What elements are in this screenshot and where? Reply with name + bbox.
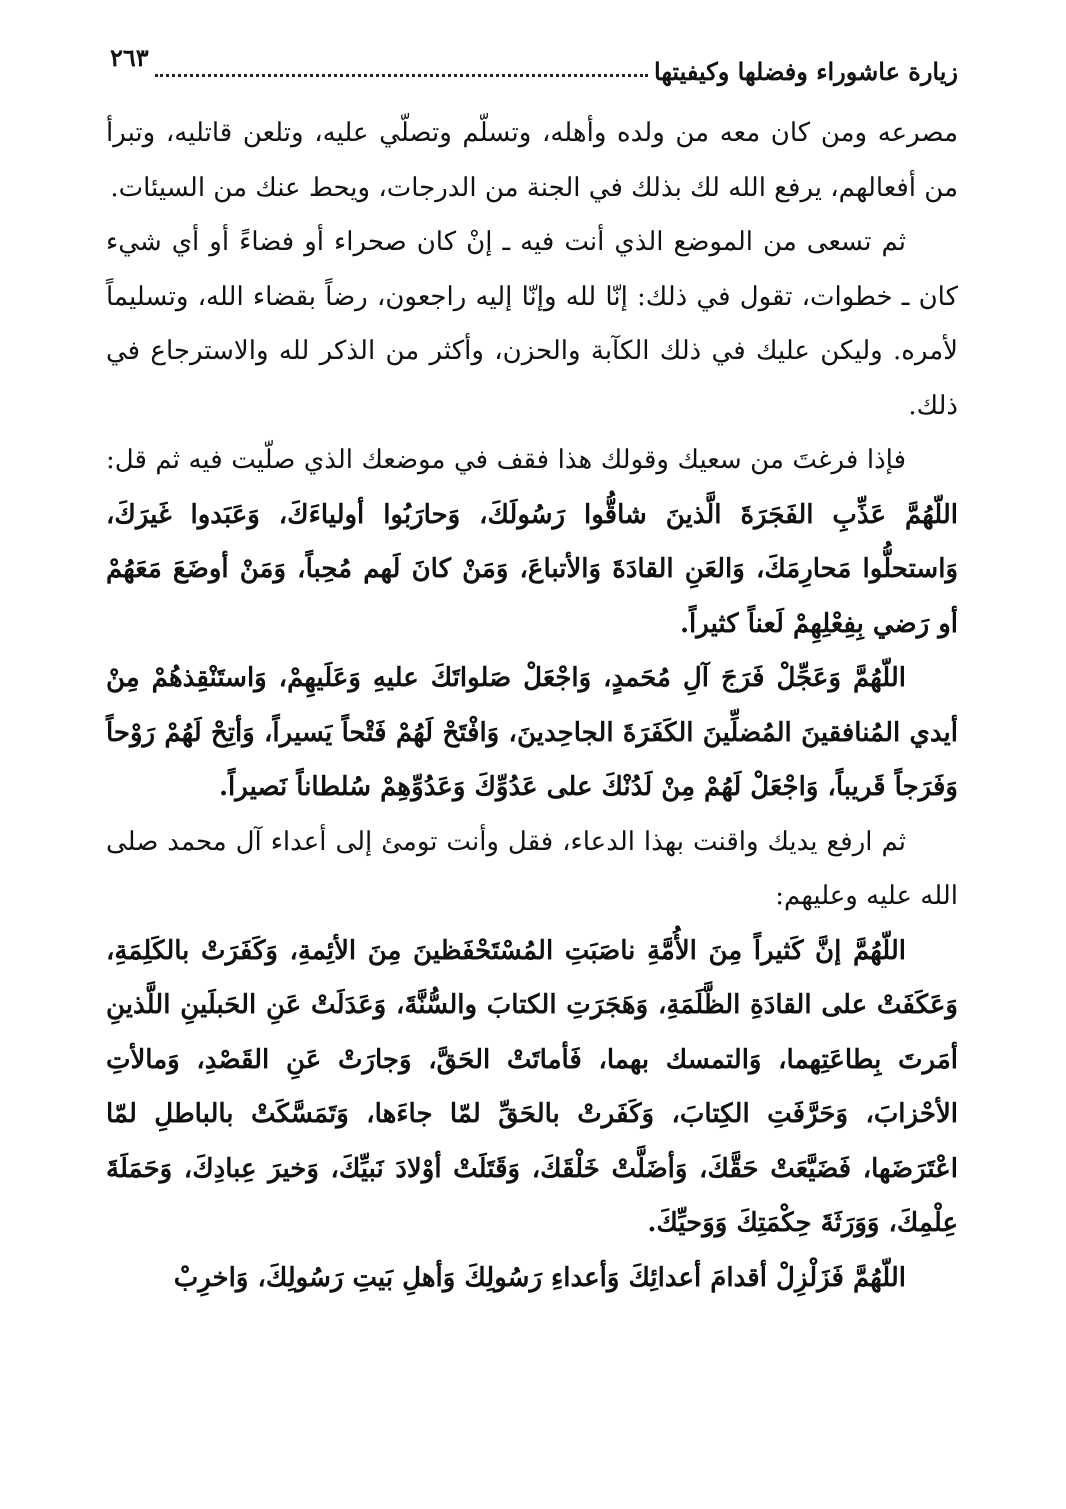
chapter-title: زيارة عاشوراء وفضلها وكيفيتها — [654, 57, 958, 86]
paragraph-with-supplication — [106, 433, 958, 651]
supplication-paragraph: اللّهُمَّ فَزَلْزِلْ أقدامَ أعدائِكَ وَأعداءِ رَسُولِكَ وَأهلِ بَيتِ رَسُولِكَ، وَاخرِبْ — [173, 1262, 906, 1293]
supplication-paragraph: اللّهُمَّ وَعَجِّلْ فَرَجَ آلِ مُحَمدٍ، وَاجْعَلْ صَلواتَكَ عليهِ وَعَلَيهِمْ، وَاستَنْقِذهُمْ مِنْ أيدي المُنافقينَ المُضلِّينَ الكَفَرَةَ الجاحِدينَ، وَافْتَحْ لَهُمْ فَتْحاً يَسيراً، وَأتِحْ لَهُمْ رَوْحاً وَفَرَجاً قَريباً، وَاجْعَلْ لَهُمْ مِنْ لَدُنْكَ على عَدُوِّكَ وَعَدُوِّهِمْ سُلطاناً نَصيراً. — [106, 663, 958, 802]
paragraph: مصرعه ومن كان معه من ولده وأهله، وتسلّم وتصلّي عليه، وتلعن قاتليه، وتبرأ من أفعالهم، يرفع الله لك بذلك في الجنة من الدرجات، ويحط عنك من السيئات. — [106, 118, 958, 203]
supplication-paragraph: اللّهُمَّ عَذِّبِ الفَجَرَةَ الَّذينَ شاقُّوا رَسُولَكَ، وَحارَبُوا أولياءَكَ، وَعَبَدوا غَيرَكَ، وَاستحلُّوا مَحارِمَكَ، وَالعَنِ القادَةَ وَالأتباعَ، وَمَنْ كانَ لَهم مُحِباً، وَمَنْ أوضَعَ مَعَهُمْ أو رَضي بِفِعْلِهِمْ لَعناً كثيراً. — [106, 499, 958, 639]
page-body — [106, 106, 958, 1305]
paragraph: فإذا فرغتَ من سعيك وقولك هذا فقف في موضعك الذي صلّيت فيه ثم قل: — [106, 445, 906, 475]
dot-leader — [155, 73, 648, 77]
running-header — [110, 38, 958, 86]
paragraph: ثم ارفع يديك واقنت بهذا الدعاء، فقل وأنت تومئ إلى أعداء آل محمد صلى الله عليه وعليهم: — [106, 826, 958, 911]
supplication-paragraph: اللّهُمَّ إنَّ كَثيراً مِنَ الأُمَّةِ ناصَبَتِ المُسْتَحْفَظينَ مِنَ الأئِمةِ، وَكَفَرَتْ بالكَلِمَةِ، وَعَكَفَتْ على القادَةِ الظَّلَمَةِ، وَهَجَرَتِ الكتابَ والسُّنَّةَ، وَعَدَلَتْ عَنِ الحَبلَينِ اللَّذينِ أمَرتَ بِطاعَتِهما، وَالتمسك بهما، فَأماتَتْ الحَقَّ، وَجارَتْ عَنِ القَصْدِ، وَمالأتِ الأحْزابَ، وَحَرَّفَتِ الكِتابَ، وَكَفَرتْ بالحَقِّ لمّا جاءَها، وَتَمَسَّكَتْ بالباطلِ لمّا اعْتَرَضَها، فَضَيَّعَتْ حَقَّكَ، وَأضَلَّتْ خَلْقَكَ، وَقَتَلَتْ أوْلادَ نَبيِّكَ، وَخيرَ عِبادِكَ، وَحَمَلَةَ عِلْمِكَ، وَوَرَثَةَ حِكْمَتِكَ وَوَحيِّكَ. — [106, 935, 958, 1238]
page-number: ٢٦٣ — [110, 43, 149, 72]
paragraph: ثم تسعى من الموضع الذي أنت فيه ـ إنْ كان صحراء أو فضاءً أو أي شيء كان ـ خطوات، تقول في ذلك: إنّا لله وإنّا إليه راجعون، رضاً بقضاء الله، وتسليماً لأمره. وليكن عليك في ذلك الكآبة والحزن، وأكثر من الذكر لله والاسترجاع في ذلك. — [106, 227, 958, 421]
